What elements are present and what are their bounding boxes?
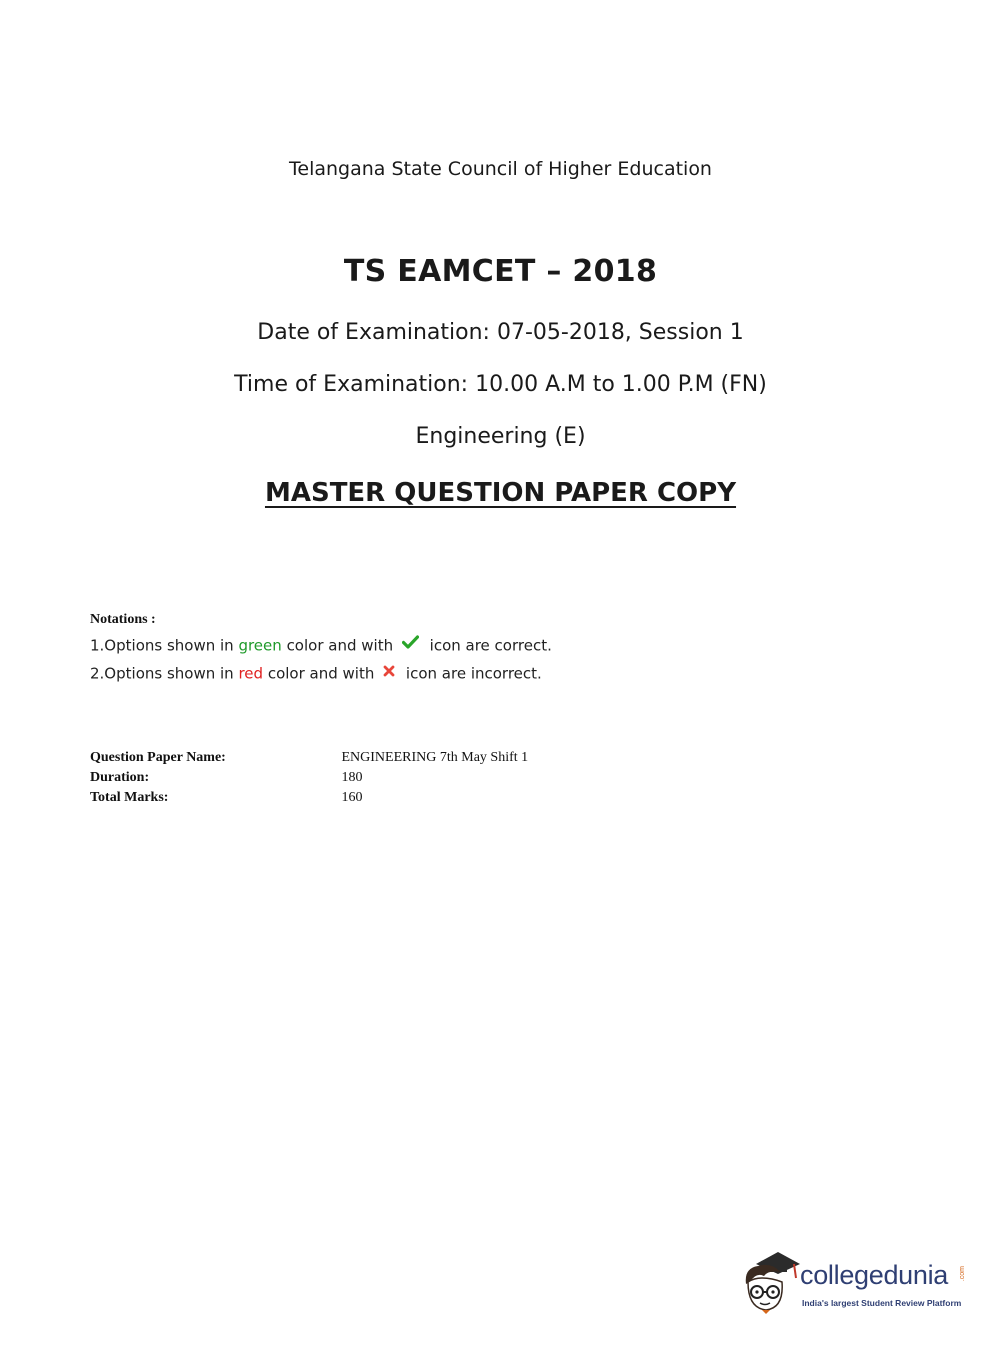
total-marks-value: 160 xyxy=(341,790,363,805)
notation-correct xyxy=(90,633,690,661)
master-copy-text: MASTER QUESTION PAPER COPY xyxy=(264,478,737,508)
notation-1-prefix: 1.Options shown in xyxy=(90,636,234,655)
paper-info-row xyxy=(90,788,528,808)
check-icon xyxy=(402,633,419,655)
brand-name: collegedunia xyxy=(800,1260,949,1290)
mascot-graduate-icon xyxy=(742,1248,802,1318)
notation-1-suffix: icon are correct. xyxy=(429,636,552,655)
exam-title: TS EAMCET – 2018 xyxy=(343,254,658,289)
notations-section xyxy=(90,612,690,689)
notation-2-color-word: red xyxy=(238,664,264,683)
council-name: Telangana State Council of Higher Education xyxy=(289,158,712,180)
paper-name-value: ENGINEERING 7th May Shift 1 xyxy=(341,750,529,765)
paper-info-row xyxy=(90,768,528,788)
notations-heading: Notations : xyxy=(90,612,156,627)
notation-2-prefix: 2.Options shown in xyxy=(90,664,234,683)
notation-1-color-word: green xyxy=(238,636,282,655)
notation-2-suffix: icon are incorrect. xyxy=(405,664,542,683)
duration-value: 180 xyxy=(341,770,363,785)
brand-tagline: India's largest Student Review Platform xyxy=(802,1298,962,1308)
master-copy-heading xyxy=(0,478,1001,508)
notation-2-middle: color and with xyxy=(267,664,375,683)
brand-domain-suffix: .com xyxy=(959,1266,966,1282)
paper-info-row xyxy=(90,748,528,768)
paper-name-label: Question Paper Name: xyxy=(90,750,226,765)
exam-time: Time of Examination: 10.00 A.M to 1.00 P.M (FN) xyxy=(234,372,767,397)
collegedunia-logo xyxy=(742,1248,972,1320)
notation-incorrect xyxy=(90,661,690,689)
exam-stream: Engineering (E) xyxy=(415,424,586,449)
duration-label: Duration: xyxy=(90,770,150,785)
notation-1-middle: color and with xyxy=(286,636,394,655)
exam-date: Date of Examination: 07-05-2018, Session 1 xyxy=(257,320,744,345)
paper-info-table xyxy=(90,748,528,808)
cross-icon xyxy=(383,661,395,683)
total-marks-label: Total Marks: xyxy=(90,790,169,805)
